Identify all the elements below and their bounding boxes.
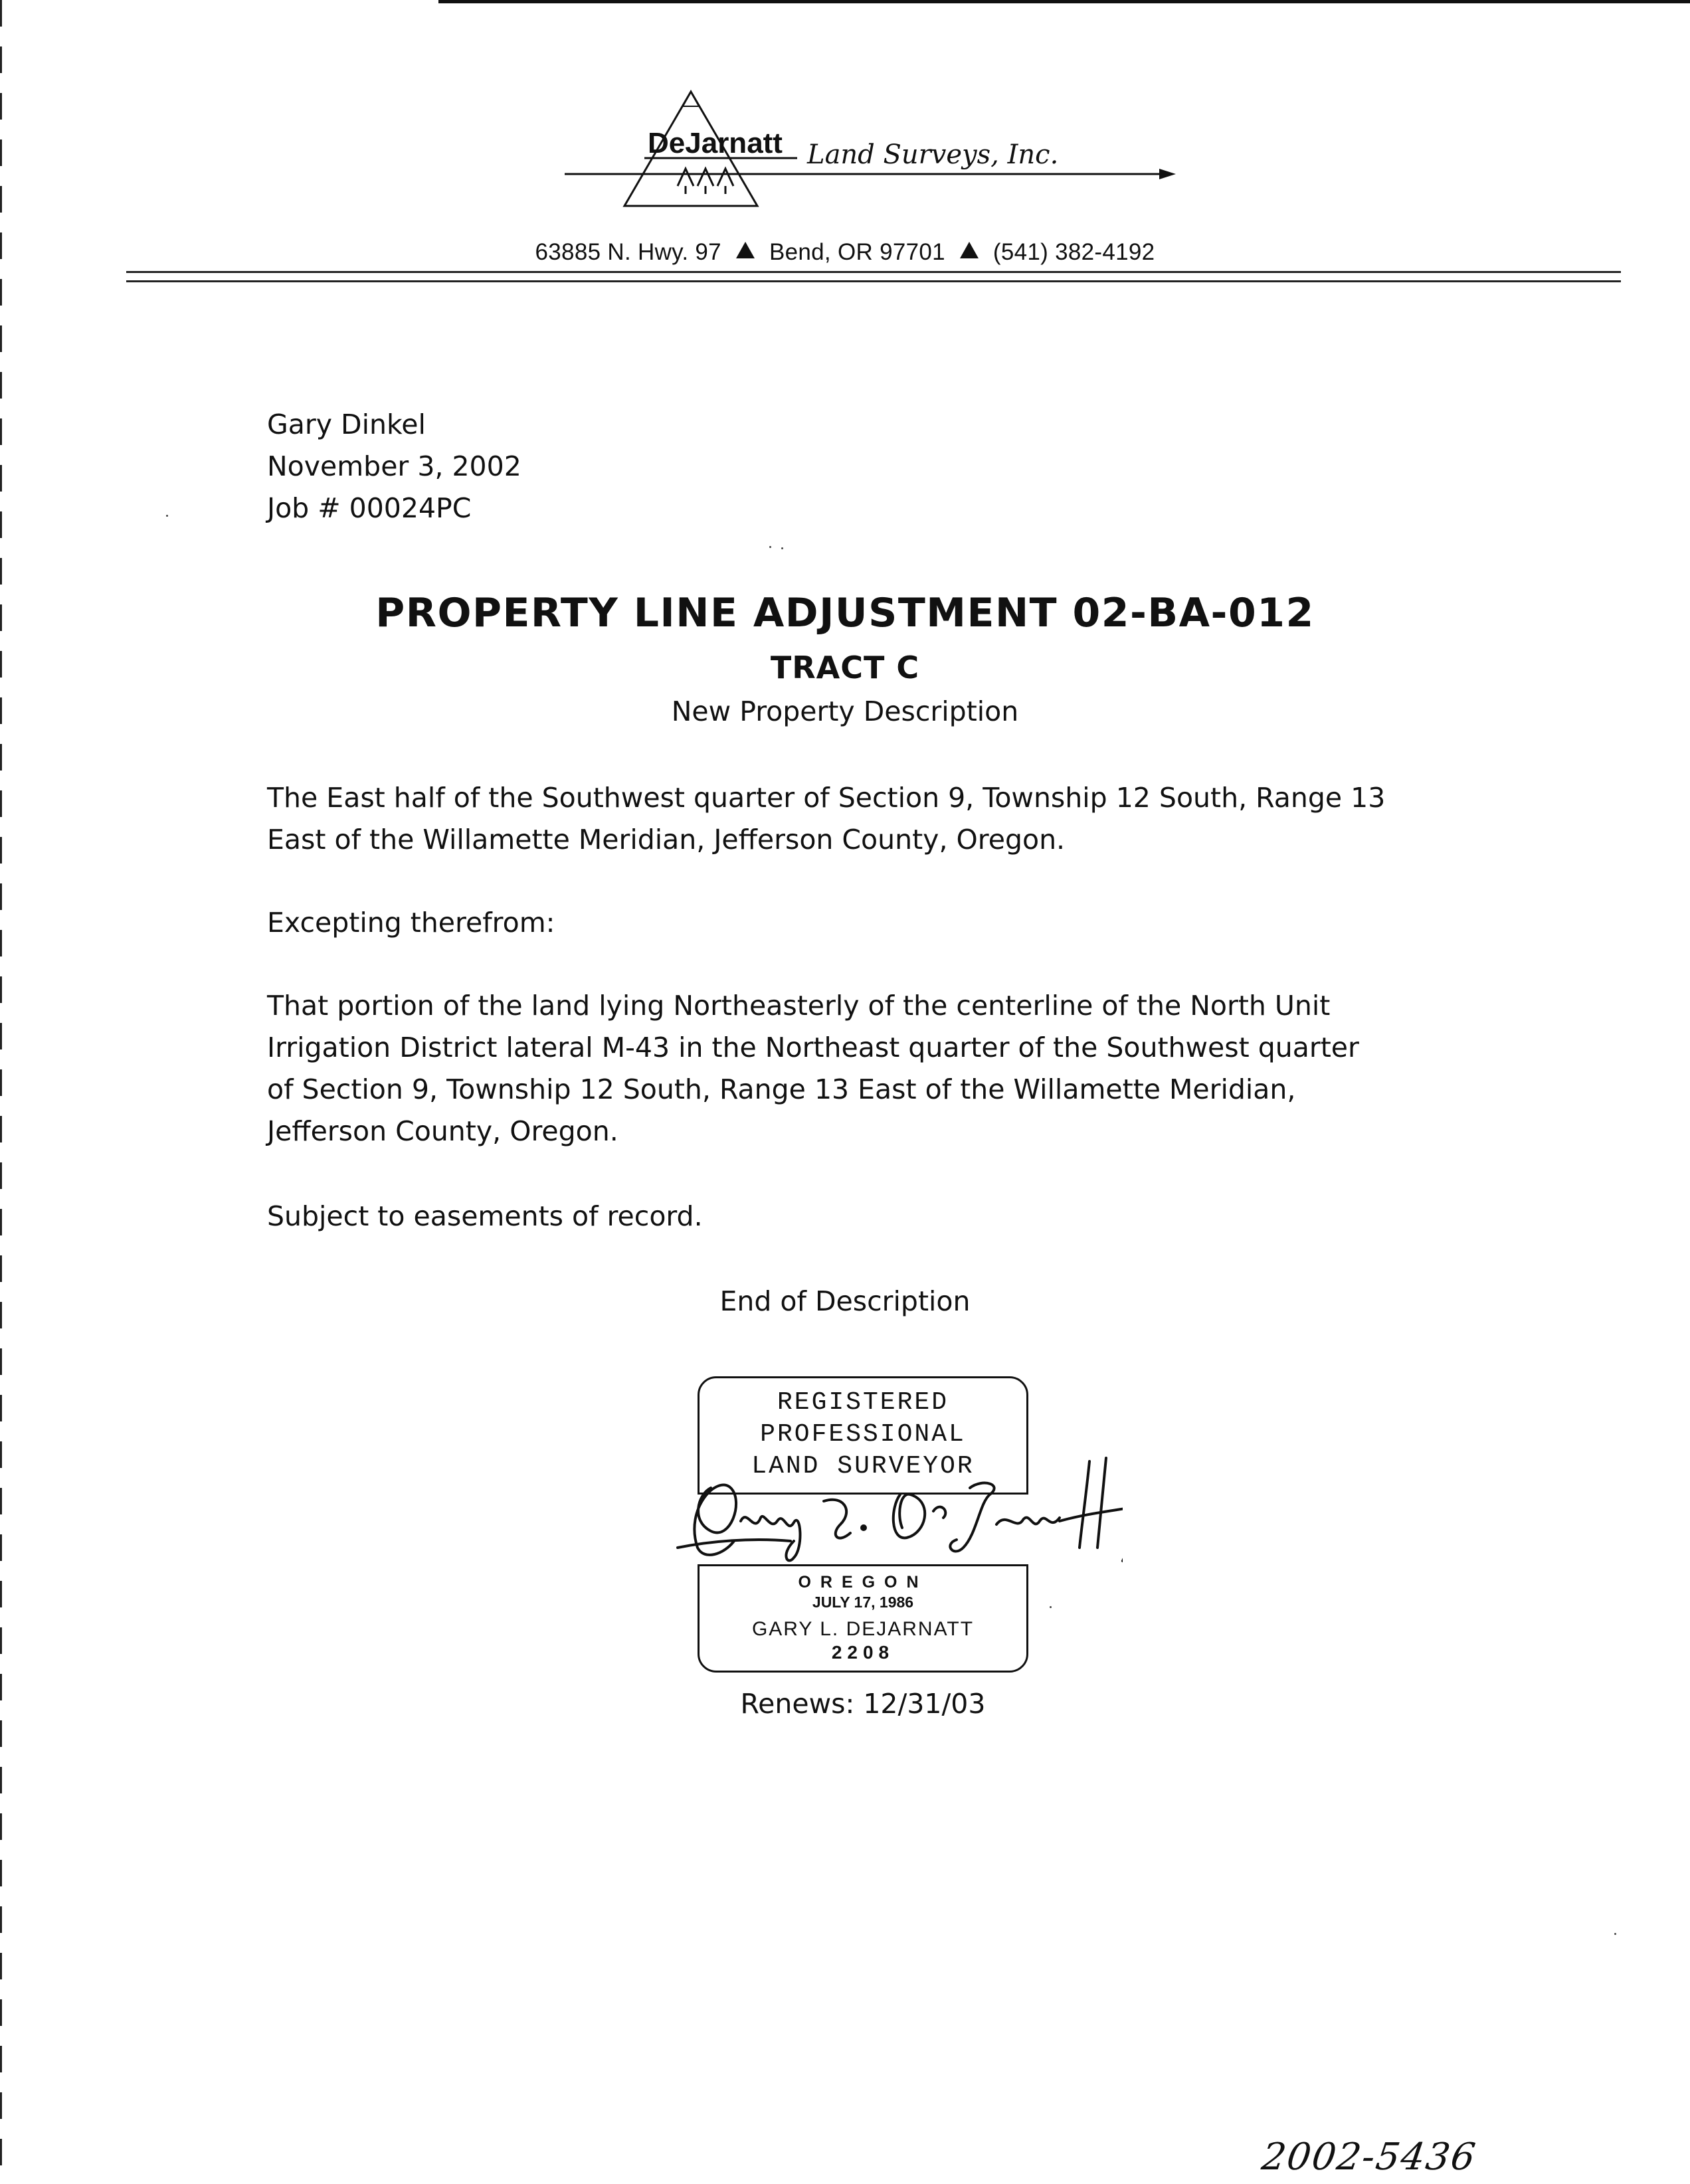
renewal-date: Renews: 12/31/03 bbox=[740, 1688, 986, 1720]
scan-speck bbox=[166, 515, 168, 517]
exception-heading: Excepting therefrom: bbox=[267, 907, 555, 939]
street-address: 63885 N. Hwy. 97 bbox=[535, 239, 721, 265]
tract-label: TRACT C bbox=[770, 650, 920, 685]
end-of-description: End of Description bbox=[719, 1285, 971, 1317]
text-line: of Section 9, Township 12 South, Range 13 East of the Willamette Meridian, bbox=[267, 1073, 1296, 1105]
city-state-zip: Bend, OR 97701 bbox=[769, 239, 945, 265]
stamp-surveyor-name: GARY L. DEJARNATT bbox=[751, 1618, 975, 1640]
letterhead-rule-top bbox=[126, 271, 1621, 273]
letterhead-address bbox=[0, 239, 1690, 266]
letter-date: November 3, 2002 bbox=[267, 450, 521, 482]
text-line: Irrigation District lateral M-43 in the Northeast quarter of the Southwest quarter bbox=[267, 1032, 1359, 1063]
scan-speck bbox=[781, 547, 783, 549]
svg-text:DeJarnatt: DeJarnatt bbox=[648, 127, 783, 159]
scan-speck bbox=[1050, 1606, 1052, 1608]
letterhead-rule-bottom bbox=[126, 280, 1621, 282]
scan-speck bbox=[769, 546, 771, 548]
scan-speck bbox=[1614, 1933, 1616, 1935]
recipient-block bbox=[267, 404, 521, 529]
stamp-line-land-surveyor: LAND SURVEYOR bbox=[751, 1452, 975, 1481]
text-line: Jefferson County, Oregon. bbox=[267, 1115, 618, 1147]
stamp-license-number: 2208 bbox=[831, 1642, 895, 1663]
recording-number: 2002-5436 bbox=[1259, 2136, 1479, 2179]
company-logo bbox=[558, 86, 1182, 219]
scan-left-edge bbox=[0, 0, 2, 2184]
stamp-line-registered: REGISTERED bbox=[777, 1388, 949, 1417]
document-heading: PROPERTY LINE ADJUSTMENT 02-BA-012 bbox=[375, 590, 1315, 636]
description-subtitle: New Property Description bbox=[671, 695, 1019, 727]
stamp-line-professional: PROFESSIONAL bbox=[760, 1420, 966, 1449]
stamp-registration-date: JULY 17, 1986 bbox=[812, 1593, 914, 1611]
text-line: The East half of the Southwest quarter of Section 9, Township 12 South, Range 13 bbox=[267, 782, 1386, 814]
easements-note: Subject to easements of record. bbox=[267, 1200, 703, 1232]
triangle-bullet-icon bbox=[960, 242, 979, 258]
job-number: Job # 00024PC bbox=[267, 492, 472, 524]
text-line: East of the Willamette Meridian, Jefferson County, Oregon. bbox=[267, 824, 1066, 856]
svg-text:Land Surveys, Inc.: Land Surveys, Inc. bbox=[807, 139, 1059, 170]
triangle-bullet-icon bbox=[736, 242, 755, 258]
scan-top-rule bbox=[438, 0, 1690, 3]
handwritten-signature bbox=[671, 1448, 1123, 1581]
text-line: That portion of the land lying Northeasterly of the centerline of the North Unit bbox=[267, 990, 1331, 1022]
legal-description-paragraph bbox=[267, 777, 1385, 861]
exception-paragraph bbox=[267, 985, 1359, 1152]
stamp-state: OREGON bbox=[798, 1573, 928, 1592]
phone-number: (541) 382-4192 bbox=[992, 239, 1155, 265]
recipient-name: Gary Dinkel bbox=[267, 409, 426, 440]
